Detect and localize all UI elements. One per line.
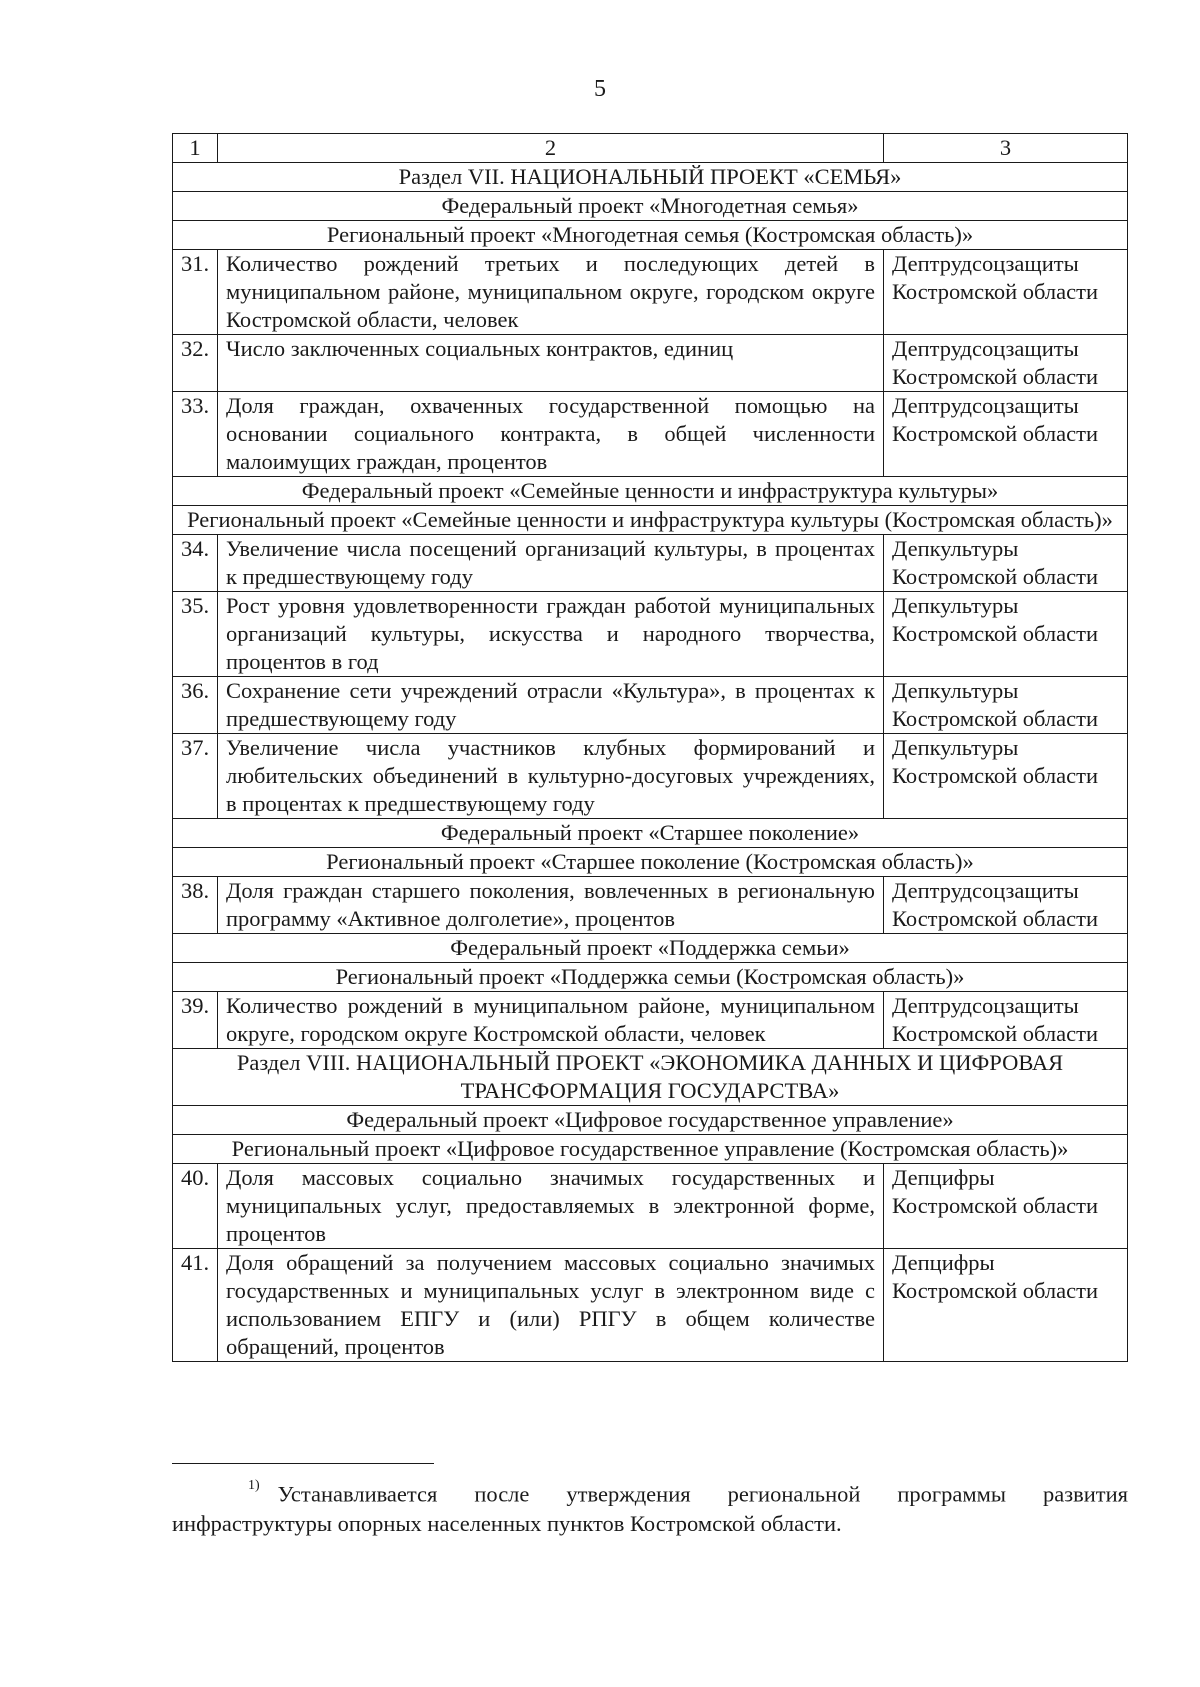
table-row bbox=[173, 877, 1128, 934]
footnote-text: Устанавливается после утверждения региональной программы развития инфраструктуры опорных населенных пунктов Костромской области. bbox=[172, 1481, 1128, 1536]
table-body bbox=[173, 134, 1128, 1362]
row-number: 40. bbox=[173, 1164, 218, 1249]
responsible-body: Депцифры Костромской области bbox=[884, 1249, 1128, 1362]
section-heading: Региональный проект «Семейные ценности и инфраструктура культуры (Костромская область)» bbox=[173, 506, 1128, 535]
section-heading: Раздел VIII. НАЦИОНАЛЬНЫЙ ПРОЕКТ «ЭКОНОМИКА ДАННЫХ И ЦИФРОВАЯ ТРАНСФОРМАЦИЯ ГОСУДАРСТВА» bbox=[173, 1049, 1128, 1106]
responsible-body: Депкультуры Костромской области bbox=[884, 535, 1128, 592]
indicator-text: Количество рождений третьих и последующих детей в муниципальном районе, муниципальном округе, городском округе Костромской области, человек bbox=[218, 250, 884, 335]
section-heading: Раздел VII. НАЦИОНАЛЬНЫЙ ПРОЕКТ «СЕМЬЯ» bbox=[173, 163, 1128, 192]
section-heading-row bbox=[173, 848, 1128, 877]
section-heading-row bbox=[173, 163, 1128, 192]
row-number: 31. bbox=[173, 250, 218, 335]
section-heading: Региональный проект «Многодетная семья (Костромская область)» bbox=[173, 221, 1128, 250]
table-row bbox=[173, 734, 1128, 819]
indicator-text: Число заключенных социальных контрактов, единиц bbox=[218, 335, 884, 392]
row-number: 37. bbox=[173, 734, 218, 819]
table-row bbox=[173, 535, 1128, 592]
responsible-body: Депцифры Костромской области bbox=[884, 1164, 1128, 1249]
responsible-body: Депкультуры Костромской области bbox=[884, 677, 1128, 734]
row-number: 35. bbox=[173, 592, 218, 677]
indicator-text: Доля массовых социально значимых государственных и муниципальных услуг, предоставляемых в электронной форме, процентов bbox=[218, 1164, 884, 1249]
footnote-divider bbox=[172, 1463, 434, 1464]
section-heading: Федеральный проект «Семейные ценности и инфраструктура культуры» bbox=[173, 477, 1128, 506]
section-heading-row bbox=[173, 1135, 1128, 1164]
row-number: 36. bbox=[173, 677, 218, 734]
section-heading-row bbox=[173, 1106, 1128, 1135]
row-number: 41. bbox=[173, 1249, 218, 1362]
section-heading: Федеральный проект «Многодетная семья» bbox=[173, 192, 1128, 221]
column-header-2: 2 bbox=[218, 134, 884, 163]
row-number: 32. bbox=[173, 335, 218, 392]
section-heading: Региональный проект «Цифровое государственное управление (Костромская область)» bbox=[173, 1135, 1128, 1164]
footnote bbox=[172, 1475, 1128, 1538]
indicator-text: Увеличение числа участников клубных формирований и любительских объединений в культурно-досуговых учреждениях, в процентах к предшествующему году bbox=[218, 734, 884, 819]
section-heading: Федеральный проект «Старшее поколение» bbox=[173, 819, 1128, 848]
indicator-text: Увеличение числа посещений организаций культуры, в процентах к предшествующему году bbox=[218, 535, 884, 592]
column-header-3: 3 bbox=[884, 134, 1128, 163]
section-heading-row bbox=[173, 506, 1128, 535]
section-heading-row bbox=[173, 819, 1128, 848]
column-header-1: 1 bbox=[173, 134, 218, 163]
table-row bbox=[173, 992, 1128, 1049]
responsible-body: Дептрудсоцзащиты Костромской области bbox=[884, 992, 1128, 1049]
row-number: 39. bbox=[173, 992, 218, 1049]
table-row bbox=[173, 677, 1128, 734]
indicators-table bbox=[172, 133, 1128, 1362]
table-row bbox=[173, 1164, 1128, 1249]
section-heading: Федеральный проект «Цифровое государственное управление» bbox=[173, 1106, 1128, 1135]
section-heading-row bbox=[173, 963, 1128, 992]
responsible-body: Дептрудсоцзащиты Костромской области bbox=[884, 392, 1128, 477]
section-heading: Федеральный проект «Поддержка семьи» bbox=[173, 934, 1128, 963]
indicator-text: Рост уровня удовлетворенности граждан работой муниципальных организаций культуры, искусства и народного творчества, процентов в год bbox=[218, 592, 884, 677]
indicator-text: Доля граждан старшего поколения, вовлеченных в региональную программу «Активное долголетие», процентов bbox=[218, 877, 884, 934]
table-row bbox=[173, 250, 1128, 335]
table-row bbox=[173, 592, 1128, 677]
section-heading: Региональный проект «Старшее поколение (Костромская область)» bbox=[173, 848, 1128, 877]
section-heading-row bbox=[173, 934, 1128, 963]
responsible-body: Дептрудсоцзащиты Костромской области bbox=[884, 250, 1128, 335]
row-number: 33. bbox=[173, 392, 218, 477]
section-heading-row bbox=[173, 1049, 1128, 1106]
responsible-body: Дептрудсоцзащиты Костромской области bbox=[884, 335, 1128, 392]
table-row bbox=[173, 392, 1128, 477]
indicator-text: Доля обращений за получением массовых социально значимых государственных и муниципальных услуг в электронном виде с использованием ЕПГУ и (или) РПГУ в общем количестве обращений, процентов bbox=[218, 1249, 884, 1362]
section-heading-row bbox=[173, 221, 1128, 250]
responsible-body: Дептрудсоцзащиты Костромской области bbox=[884, 877, 1128, 934]
section-heading-row bbox=[173, 192, 1128, 221]
page-number: 5 bbox=[594, 76, 606, 102]
table-row bbox=[173, 1249, 1128, 1362]
indicator-text: Сохранение сети учреждений отрасли «Культура», в процентах к предшествующему году bbox=[218, 677, 884, 734]
section-heading: Региональный проект «Поддержка семьи (Костромская область)» bbox=[173, 963, 1128, 992]
responsible-body: Депкультуры Костромской области bbox=[884, 734, 1128, 819]
row-number: 34. bbox=[173, 535, 218, 592]
row-number: 38. bbox=[173, 877, 218, 934]
indicator-text: Количество рождений в муниципальном районе, муниципальном округе, городском округе Костромской области, человек bbox=[218, 992, 884, 1049]
responsible-body: Депкультуры Костромской области bbox=[884, 592, 1128, 677]
footnote-marker: 1) bbox=[248, 1478, 260, 1493]
section-heading-row bbox=[173, 477, 1128, 506]
indicator-text: Доля граждан, охваченных государственной помощью на основании социального контракта, в общей численности малоимущих граждан, процентов bbox=[218, 392, 884, 477]
table-row bbox=[173, 335, 1128, 392]
table-header-row bbox=[173, 134, 1128, 163]
